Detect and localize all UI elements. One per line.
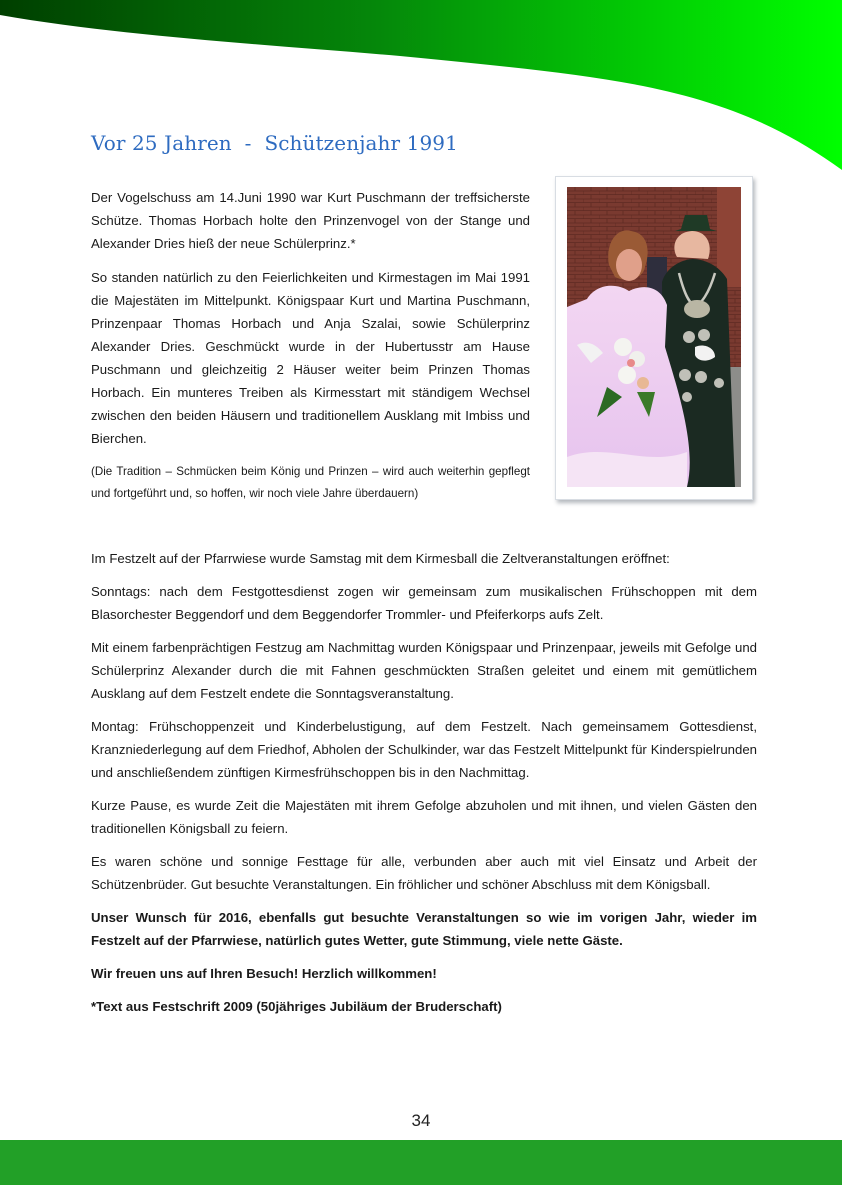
- photo-frame: [555, 176, 753, 500]
- body-paragraph: Sonntags: nach dem Festgottesdienst zogen wir gemeinsam zum musikalischen Frühschoppen mit dem Blasorchester Beggendorf und dem Beggendorfer Trommler- und Pfeiferkorps aufs Zelt.: [91, 584, 757, 622]
- body-paragraph: Mit einem farbenprächtigen Festzug am Nachmittag wurden Königspaar und Prinzenpaar, jeweils mit Gefolge und Schülerprinz Alexander durch die mit Fahnen geschmückten Straßen geleitet und einem mit gemütlichem Ausklang auf dem Festzelt endete die Sonntagsveranstaltung.: [91, 640, 757, 701]
- body-paragraph: Es waren schöne und sonnige Festtage für alle, verbunden aber auch mit viel Einsatz und Arbeit der Schützenbrüder. Gut besuchte Veranstaltungen. Ein fröhlicher und schöner Abschluss mit dem Königsball.: [91, 854, 757, 892]
- page-number: 34: [411, 1111, 431, 1130]
- page-title: Vor 25 Jahren - Schützenjahr 1991: [91, 131, 458, 155]
- welcome-line: Wir freuen uns auf Ihren Besuch! Herzlich willkommen!: [91, 966, 437, 981]
- body-paragraph: Kurze Pause, es wurde Zeit die Majestäten mit ihrem Gefolge abzuholen und mit ihnen, und vielen Gästen den traditionellen Königsball zu feiern.: [91, 798, 757, 836]
- royal-couple-photo: [567, 187, 741, 487]
- wish-paragraph: Unser Wunsch für 2016, ebenfalls gut besuchte Veranstaltungen so wie im vorigen Jahr, wieder im Festzelt auf der Pfarrwiese, natürlich gutes Wetter, gute Stimmung, viele nette Gäste.: [91, 910, 757, 948]
- intro-column: [91, 186, 530, 515]
- body-paragraph: Im Festzelt auf der Pfarrwiese wurde Samstag mit dem Kirmesball die Zeltveranstaltungen eröffnet:: [91, 551, 670, 566]
- footer-bar-decoration: [0, 1140, 842, 1185]
- body-paragraph: Montag: Frühschoppenzeit und Kinderbelustigung, auf dem Festzelt. Nach gemeinsamem Gottesdienst, Kranzniederlegung auf dem Friedhof, Abholen der Schulkinder, war das Festzelt Mittelpunkt für Kinderspielrunden und anschließendem zünftigen Kirmesfrühschoppen bis in den Nachmittag.: [91, 719, 757, 780]
- intro-paragraph: Der Vogelschuss am 14.Juni 1990 war Kurt Puschmann der treffsicherste Schütze. Thomas Horbach holte den Prinzenvogel von der Stange und Alexander Dries hieß der neue Schülerprinz.*: [91, 190, 530, 251]
- main-column: [91, 547, 757, 1028]
- tradition-note: (Die Tradition – Schmücken beim König und Prinzen – wird auch weiterhin gepflegt und fortgeführt und, so hoffen, wir noch viele Jahre überdauern): [91, 465, 530, 500]
- source-footnote: *Text aus Festschrift 2009 (50jähriges Jubiläum der Bruderschaft): [91, 999, 502, 1014]
- intro-paragraph: So standen natürlich zu den Feierlichkeiten und Kirmestagen im Mai 1991 die Majestäten im Mittelpunkt. Königspaar Kurt und Martina Puschmann, Prinzenpaar Thomas Horbach und Anja Szalai, sowie Schülerprinz Alexander Dries. Geschmückt wurde in der Hubertusstr am Hause Puschmann und gleichzeitig 2 Häuser weiter beim Prinzen Thomas Horbach. Ein munteres Treiben als Kirmesstart mit ständigem Wechsel zwischen den beiden Häusern und traditionellem Ausklang mit Imbiss und Bierchen.: [91, 270, 530, 446]
